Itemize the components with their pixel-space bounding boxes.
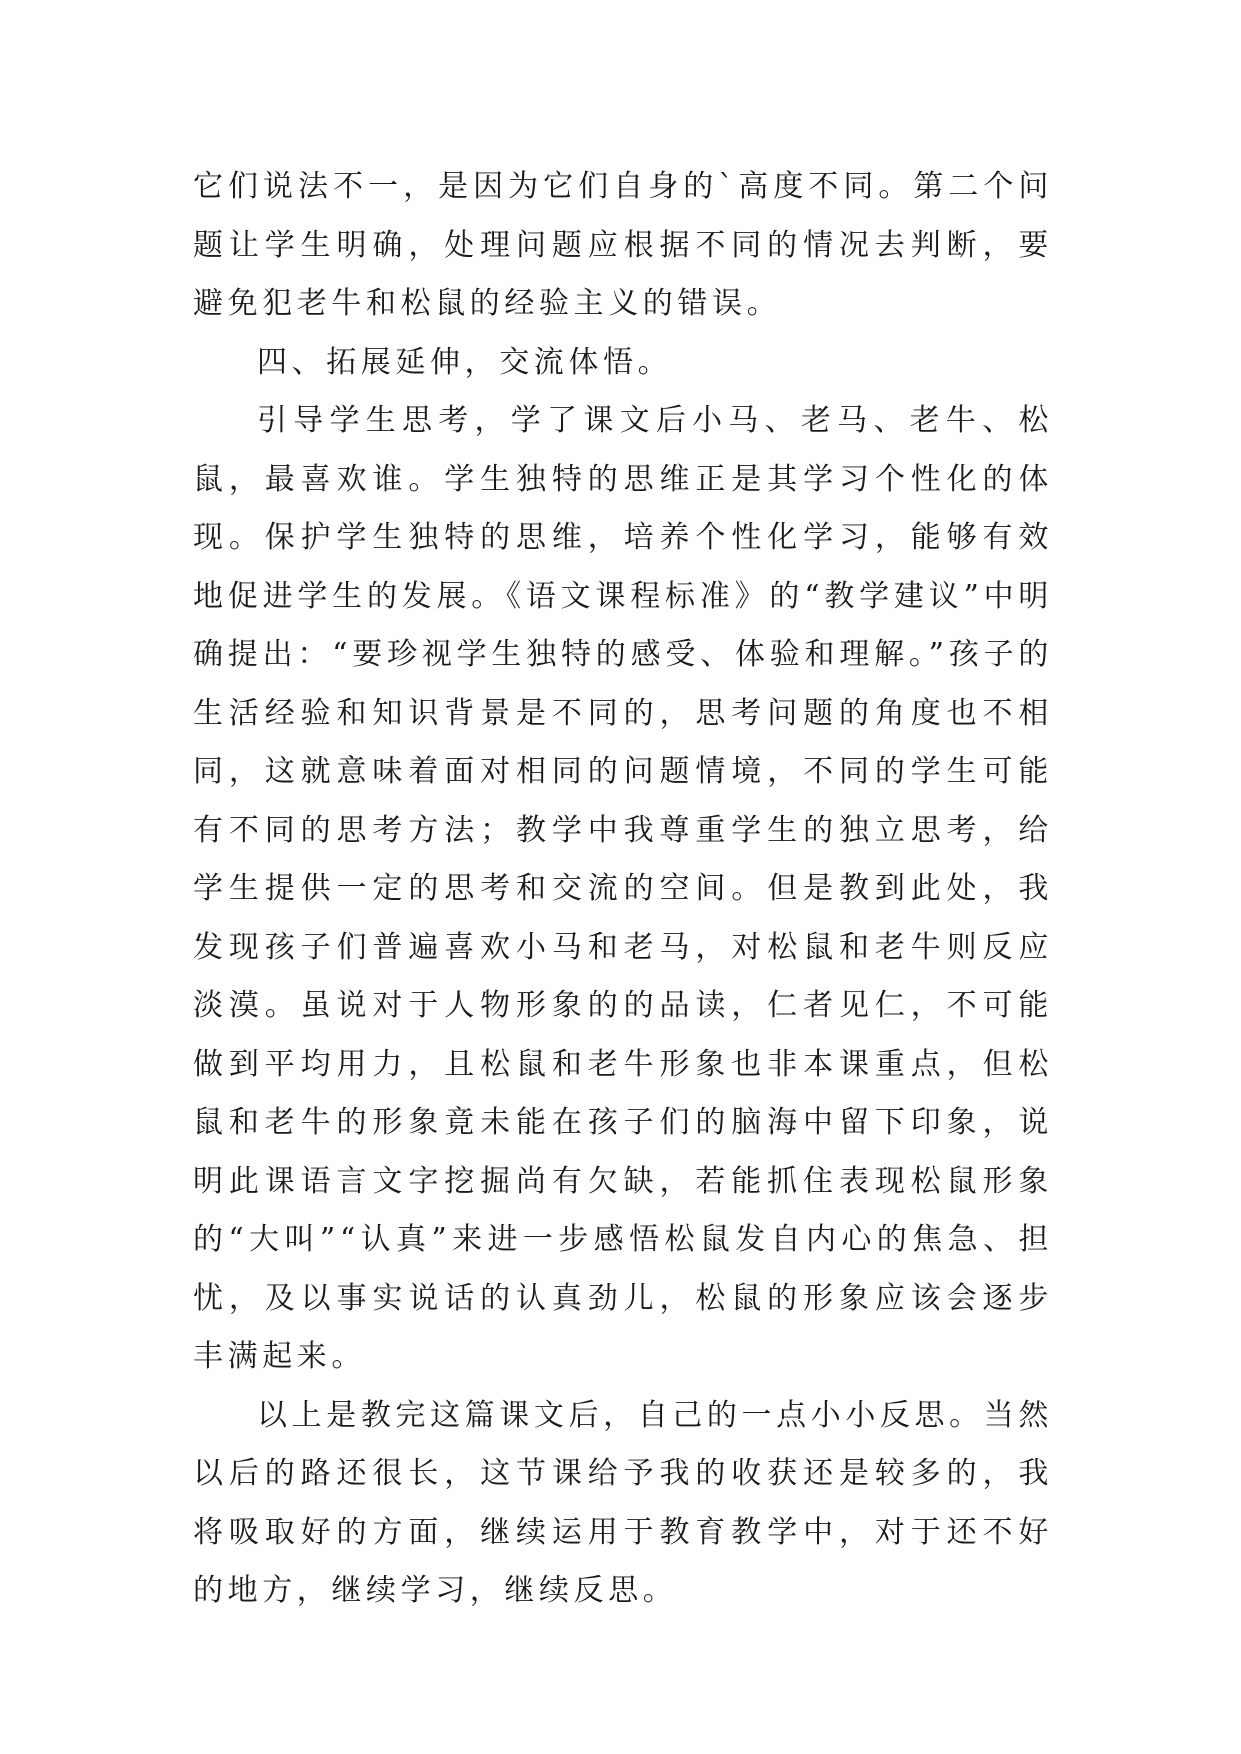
text-line: 中我尊重学生的独立思考，给学生提供一定的思考和交流的 <box>193 812 1053 906</box>
text-line: 重点，但松鼠和老牛的形象竟未能在孩子们的脑海中留下印 <box>193 1046 1054 1140</box>
text-line: 对松鼠和老牛则反应淡漠。虽说对于人物形象的的品读，仁 <box>193 929 1054 1023</box>
text-line: 发展。《语文课程标准》的“教学建议”中明确提出：“要珍 <box>193 578 1053 672</box>
text-line: 最喜欢谁。学生独特的思维正是其学习个性化的体现。保护 <box>193 461 1054 555</box>
text-line: 它们说法不一，是因为它们自身的`高度不同。第二个问题 <box>193 169 1053 263</box>
paragraph-1 <box>193 158 1053 334</box>
text-line: 好的方面，继续运用于教育教学中，对于还不好的地方，继 <box>193 1514 1053 1608</box>
text-line: 续学习，继续反思。 <box>366 1573 678 1608</box>
text-line: 担忧，及以事实说话的认真劲儿，松鼠的形象应该会逐步丰 <box>193 1222 1053 1374</box>
text-line: 相同的问题情境，不同的学生可能有不同的思考方法；教学 <box>193 754 1053 848</box>
document-body <box>193 158 1053 1621</box>
text-line: 学生独特的思维，培养个性化学习，能够有效地促进学生的 <box>193 520 1053 614</box>
text-line: 老牛和松鼠的经验主义的错误。 <box>296 286 782 321</box>
text-line: 以上是教完这篇课文后，自己的一点小小反思。当然以 <box>193 1397 1053 1491</box>
text-line: 视学生独特的感受、体验和理解。”孩子的生活经验和知识 <box>193 637 1053 731</box>
section-heading-4 <box>193 334 1053 393</box>
text-line: 满起来。 <box>227 1339 367 1374</box>
text-line: 空间。但是教到此处，我发现孩子们普遍喜欢小马和老马， <box>193 871 1053 965</box>
text-line: 象的“大叫”“认真”来进一步感悟松鼠发自内心的焦急、 <box>193 1163 1053 1257</box>
text-line: 后的路还很长，这节课给予我的收获还是较多的，我将吸取 <box>193 1456 1053 1550</box>
text-line: 引导学生思考，学了课文后小马、老马、老牛、松鼠， <box>193 403 1053 497</box>
paragraph-3 <box>193 392 1053 1387</box>
paragraph-4 <box>193 1387 1053 1621</box>
text-line: 背景是不同的，思考问题的角度也不相同，这就意味着面对 <box>193 695 1054 789</box>
text-line: 者见仁，不可能做到平均用力，且松鼠和老牛形象也非本课 <box>193 988 1053 1082</box>
text-line: 四、拓展延伸，交流体悟。 <box>257 344 673 380</box>
text-line: 象，说明此课语言文字挖掘尚有欠缺，若能抓住表现松鼠形 <box>193 1105 1053 1199</box>
text-line: 让学生明确，处理问题应根据不同的情况去判断，要避免犯 <box>193 227 1053 321</box>
